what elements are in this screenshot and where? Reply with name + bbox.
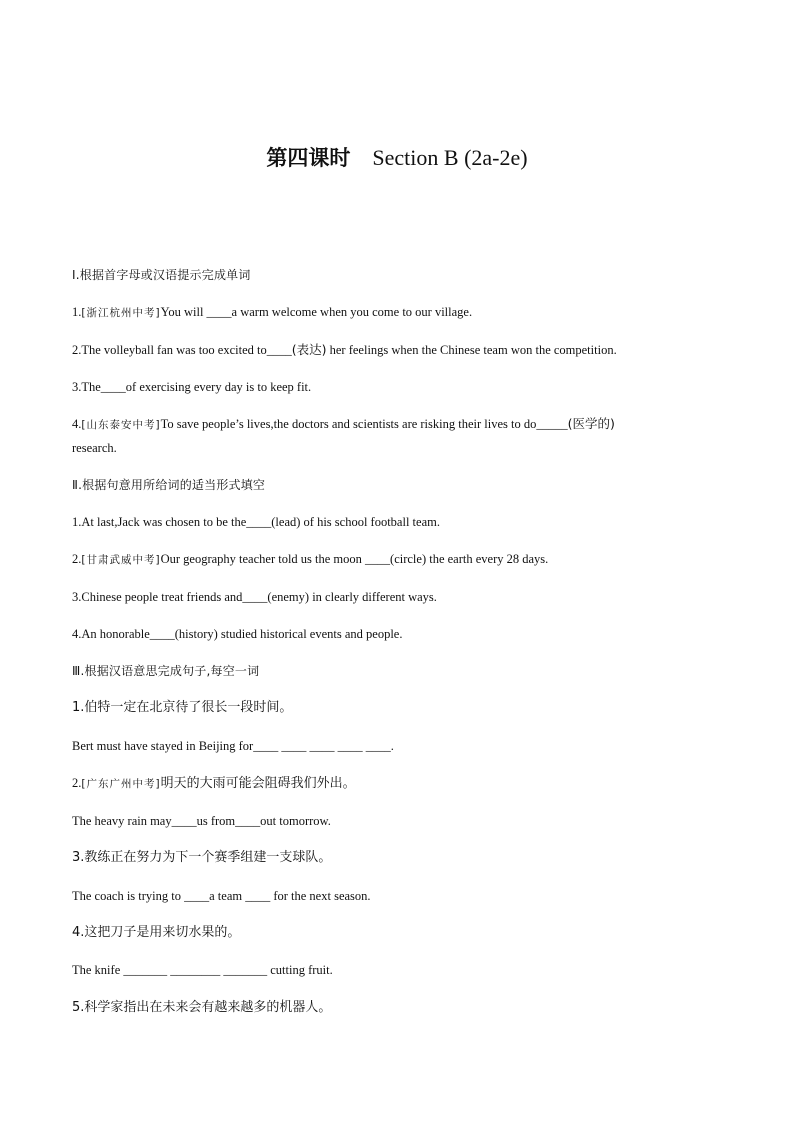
title-section: Section B (2a-2e) xyxy=(372,145,528,170)
s2-question-4: 4.An honorable____(history) studied historical events and people. xyxy=(72,627,403,641)
q-number: 1. xyxy=(72,305,82,319)
q-text: Our geography teacher told us the moon ____(circle) the earth every 28 days. xyxy=(160,552,549,566)
q-text: 明天的大雨可能会阻碍我们外出。 xyxy=(160,776,356,791)
s3-question-5-zh: 5.科学家指出在未来会有越来越多的机器人。 xyxy=(72,1000,332,1015)
title-chinese: 第四课时 xyxy=(266,145,351,170)
source-tag: [甘肃武威中考] xyxy=(81,554,161,566)
s1-question-2 xyxy=(72,342,722,358)
section-3-heading: Ⅲ.根据汉语意思完成句子,每空一词 xyxy=(72,664,260,678)
s3-question-1-en: Bert must have stayed in Beijing for____ ____ ____ ____ ____. xyxy=(72,739,394,753)
s3-question-4-en: The knife _______ ________ _______ cutting fruit. xyxy=(72,963,333,977)
s3-question-2-en: The heavy rain may____us from____out tomorrow. xyxy=(72,814,331,828)
s3-question-4-zh: 4.这把刀子是用来切水果的。 xyxy=(72,925,241,940)
s1-question-1 xyxy=(72,304,722,321)
s2-question-3: 3.Chinese people treat friends and____(enemy) in clearly different ways. xyxy=(72,590,437,604)
section-1-heading: Ⅰ.根据首字母或汉语提示完成单词 xyxy=(72,268,251,282)
q-text-b: her feelings when the Chinese team won the competition. xyxy=(326,343,617,357)
s2-question-2 xyxy=(72,551,722,568)
page-title xyxy=(0,142,794,172)
source-tag: [广东广州中考] xyxy=(81,778,161,790)
s3-question-2-zh xyxy=(72,775,722,792)
q-hint: (医学的) xyxy=(567,416,615,431)
section-2-heading: Ⅱ.根据句意用所给词的适当形式填空 xyxy=(72,478,266,492)
q-hint: (表达) xyxy=(291,342,327,357)
q-number: 2. xyxy=(72,776,82,790)
source-tag: [山东泰安中考] xyxy=(81,419,161,431)
q-text: You will ____a warm welcome when you come to our village. xyxy=(160,305,473,319)
s1-question-4 xyxy=(72,416,722,433)
q-number: 4. xyxy=(72,417,82,431)
s3-question-3-zh: 3.教练正在努力为下一个赛季组建一支球队。 xyxy=(72,850,332,865)
s3-question-1-zh: 1.伯特一定在北京待了很长一段时间。 xyxy=(72,700,293,715)
s2-question-1: 1.At last,Jack was chosen to be the____(lead) of his school football team. xyxy=(72,515,440,529)
s3-question-3-en: The coach is trying to ____a team ____ for the next season. xyxy=(72,889,371,903)
q-text-a: 2.The volleyball fan was too excited to____ xyxy=(72,343,292,357)
source-tag: [浙江杭州中考] xyxy=(81,307,161,319)
s1-question-3: 3.The____of exercising every day is to keep fit. xyxy=(72,380,312,394)
q-number: 2. xyxy=(72,552,82,566)
s1-question-4-cont: research. xyxy=(72,441,117,455)
q-text-a: To save people’s lives,the doctors and scientists are risking their lives to do_____ xyxy=(160,417,568,431)
